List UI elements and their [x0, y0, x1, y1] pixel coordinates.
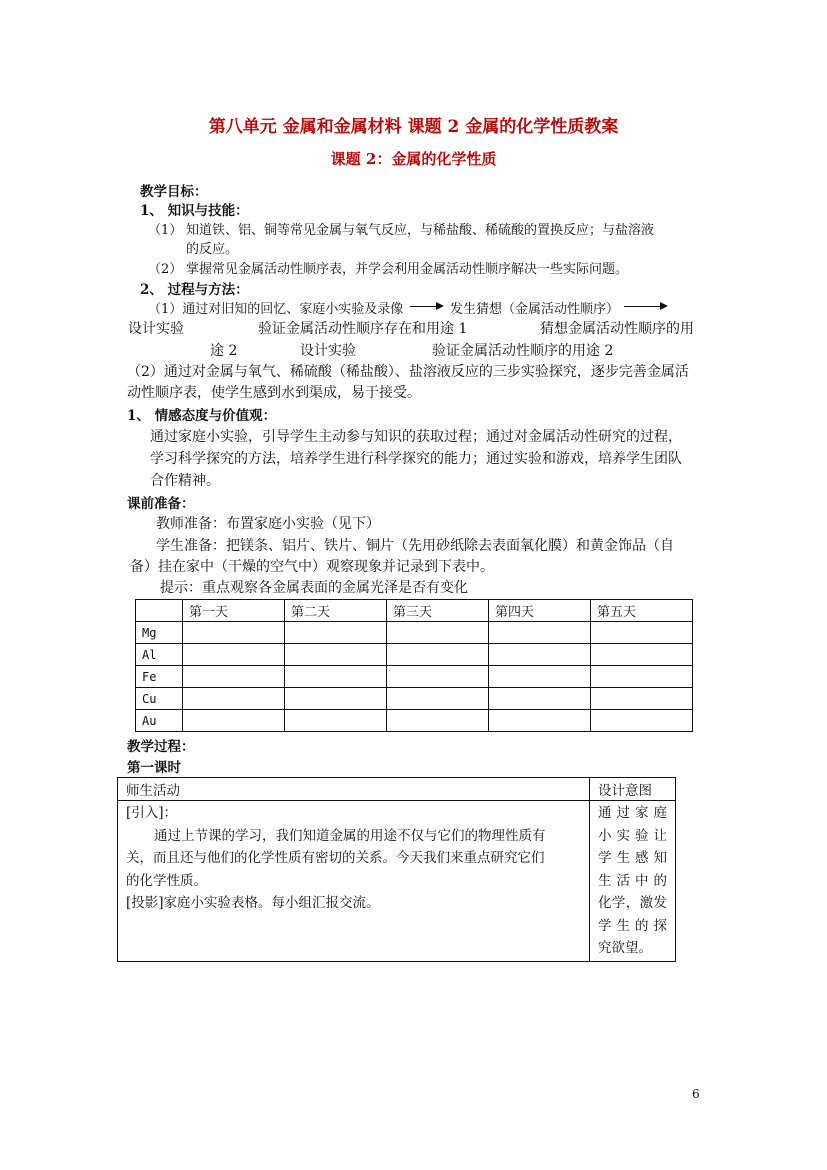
intent-line: 究欲望。	[598, 940, 652, 956]
table-row	[136, 666, 693, 688]
intent-line: 生活中的	[598, 872, 667, 889]
table-cell	[285, 644, 387, 666]
knowledge-item1-line2: 的反应。	[186, 242, 239, 257]
table-cell	[489, 666, 591, 688]
procedure-intent-cell	[590, 801, 676, 962]
table-cell	[183, 710, 285, 732]
document-subtitle: 课题 2：金属的化学性质	[330, 150, 497, 168]
arrow-right-icon	[660, 302, 668, 310]
knowledge-item1-number: （1）	[148, 223, 183, 238]
intent-line: 通过家庭	[598, 805, 667, 821]
metal-label: Fe	[136, 666, 183, 688]
process-line2-c: 猜想金属活动性顺序的用	[540, 321, 694, 337]
table-row	[136, 600, 693, 622]
table-row	[118, 778, 676, 801]
table-header-cell: 第一天	[183, 600, 285, 622]
process-line3-b: 设计实验	[300, 343, 356, 359]
attitude-line3: 合作精神。	[150, 473, 220, 489]
process-flow-guess: 发生猜想（金属活动性顺序）	[450, 302, 620, 317]
table-cell	[285, 688, 387, 710]
table-cell	[285, 710, 387, 732]
intent-line: 学生的探	[598, 917, 667, 934]
table-header-cell	[136, 600, 183, 622]
arrow-right-icon	[436, 302, 444, 310]
metal-label: Mg	[136, 622, 183, 644]
table-cell	[285, 622, 387, 644]
process-line3-c: 验证金属活动性顺序的用途 2	[432, 343, 614, 359]
attitude-heading: 1、 情感态度与价值观：	[127, 408, 277, 424]
intent-line: 小实验让	[598, 827, 667, 844]
process-para2-line1: （2）通过对金属与氧气、稀硫酸（稀盐酸）、盐溶液反应的三步实验探究，逐步完善金属活	[127, 364, 689, 380]
knowledge-item2-text: 掌握常见金属活动性顺序表，并学会利用金属活动性顺序解决一些实际问题。	[186, 262, 629, 277]
intro-tag: [引入]：	[126, 805, 178, 821]
prep-student-line2: 备）挂在家中（干燥的空气中）观察现象并记录到下表中。	[130, 559, 494, 575]
knowledge-heading: 1、 知识与技能：	[140, 203, 249, 219]
prep-heading: 课前准备：	[127, 496, 195, 512]
lesson-label: 第一课时	[127, 760, 181, 776]
table-cell	[591, 666, 693, 688]
process-line2-b: 验证金属活动性顺序存在和用途 1	[258, 321, 468, 337]
knowledge-item2-number: （2）	[148, 262, 183, 277]
table-cell	[489, 688, 591, 710]
process-flow-start: （1）通过对旧知的回忆、家庭小实验及录像	[148, 302, 404, 317]
table-cell	[591, 688, 693, 710]
table-row	[136, 644, 693, 666]
intent-line: 化学，激发	[598, 895, 667, 911]
table-cell	[387, 710, 489, 732]
prep-student-line1: 学生准备：把镁条、铝片、铁片、铜片（先用砂纸除去表面氧化膜）和黄金饰品（自	[156, 538, 674, 554]
process-line3-a: 途 2	[210, 343, 238, 359]
knowledge-item1-line1: 知道铁、铝、铜等常见金属与氧气反应，与稀盐酸、稀硫酸的置换反应；与盐溶液	[186, 223, 655, 238]
process-para2-line2: 动性顺序表，使学生感到水到渠成，易于接受。	[127, 385, 421, 401]
table-cell	[489, 622, 591, 644]
flow-arrow-2-line	[624, 306, 662, 307]
document-title: 第八单元 金属和金属材料 课题 2 金属的化学性质教案	[208, 117, 619, 137]
intro-line2: 关，而且还与他们的化学性质有密切的关系。今天我们来重点研究它们	[126, 850, 545, 866]
table-cell	[591, 644, 693, 666]
table-cell	[183, 622, 285, 644]
metal-label: Au	[136, 710, 183, 732]
table-cell	[183, 644, 285, 666]
attitude-line2: 学习科学探究的方法，培养学生进行科学探究的能力；通过实验和游戏，培养学生团队	[150, 451, 682, 467]
procedure-activities-cell	[118, 801, 590, 962]
intro-line1: 通过上节课的学习，我们知道金属的用途不仅与它们的物理性质有	[154, 827, 546, 844]
table-cell	[591, 710, 693, 732]
table-row	[118, 801, 676, 962]
procedure-table	[117, 777, 676, 962]
table-cell	[285, 666, 387, 688]
table-cell	[387, 666, 489, 688]
table-row	[136, 688, 693, 710]
table-cell	[387, 622, 489, 644]
page-number: 6	[692, 1087, 700, 1101]
process-heading: 2、 过程与方法：	[140, 282, 249, 298]
table-header-cell: 第四天	[489, 600, 591, 622]
prep-teacher: 教师准备：布置家庭小实验（见下）	[156, 516, 380, 532]
table-cell	[183, 666, 285, 688]
prep-hint: 提示：重点观察各金属表面的金属光泽是否有变化	[160, 580, 468, 596]
table-cell	[387, 688, 489, 710]
table-row	[136, 622, 693, 644]
table-header-cell: 第二天	[285, 600, 387, 622]
table-header-cell: 第三天	[387, 600, 489, 622]
intro-line3: 的化学性质。	[126, 872, 207, 889]
table-cell	[591, 622, 693, 644]
table-row	[136, 710, 693, 732]
objectives-heading: 教学目标：	[140, 184, 208, 200]
procedure-col-activities: 师生活动	[118, 778, 590, 801]
observation-table	[135, 599, 693, 732]
attitude-line1: 通过家庭小实验，引导学生主动参与知识的获取过程；通过对金属活动性研究的过程，	[150, 429, 682, 445]
flow-arrow-1-line	[410, 306, 438, 307]
metal-label: Cu	[136, 688, 183, 710]
table-cell	[489, 710, 591, 732]
intent-line: 学生感知	[598, 850, 667, 866]
table-cell	[489, 644, 591, 666]
table-cell	[183, 688, 285, 710]
table-header-cell: 第五天	[591, 600, 693, 622]
table-cell	[387, 644, 489, 666]
procedure-col-intent: 设计意图	[590, 778, 676, 801]
metal-label: Al	[136, 644, 183, 666]
projection-line: [投影]家庭小实验表格。每小组汇报交流。	[126, 895, 380, 911]
process-line2-a: 设计实验	[128, 321, 184, 337]
procedure-heading: 教学过程：	[127, 739, 195, 755]
